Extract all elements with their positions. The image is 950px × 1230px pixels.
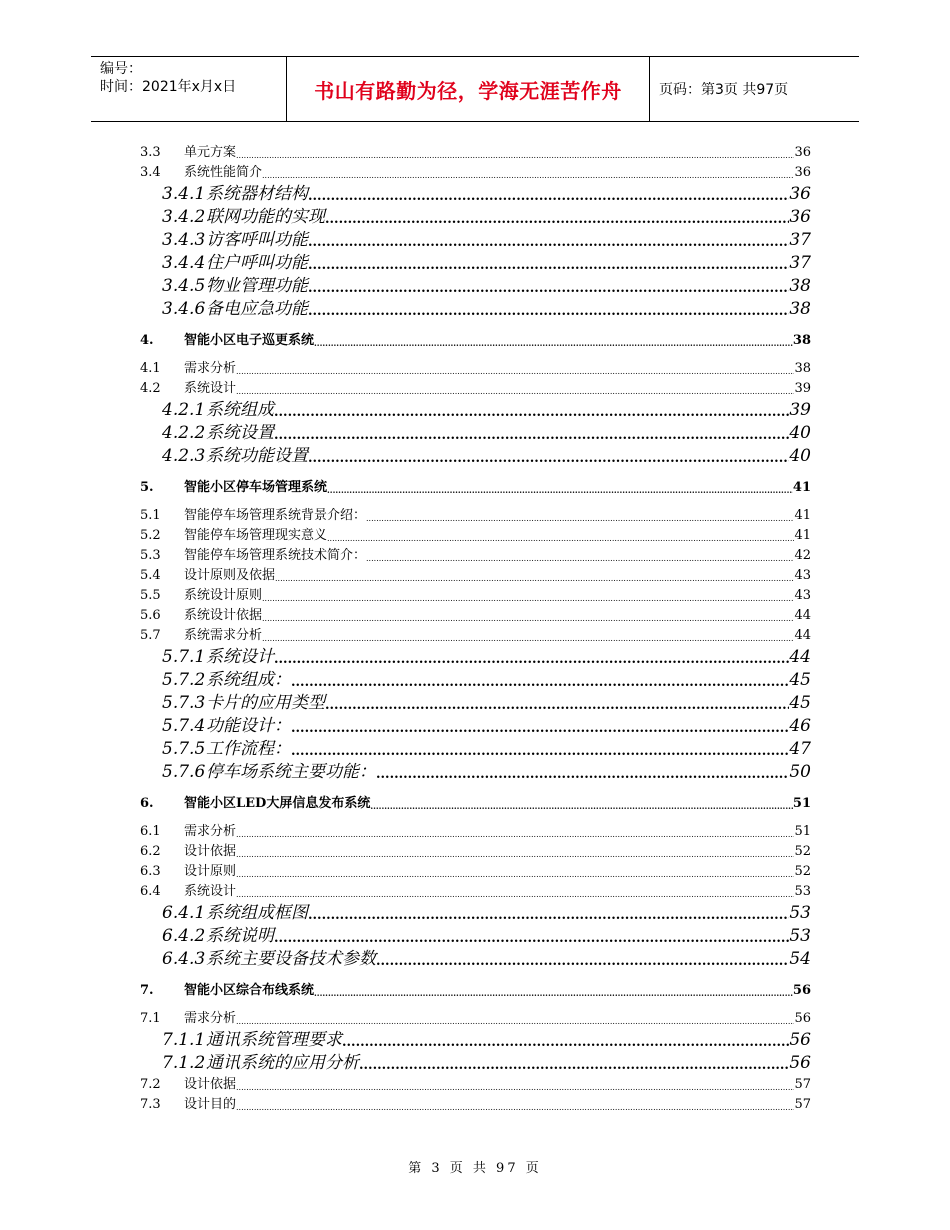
toc-entry-page: 45: [789, 670, 811, 690]
toc-entry-number: 6.4.3: [140, 948, 206, 971]
toc-entry-number: 6.4: [140, 882, 184, 902]
toc-entry-page: 36: [789, 207, 811, 227]
toc-entry-title: 访客呼叫功能: [206, 230, 308, 250]
toc-entry-page: 41: [793, 478, 811, 498]
toc-entry-title: 物业管理功能: [206, 276, 308, 296]
toc-entry-title: 需求分析: [184, 1009, 236, 1029]
toc-entry-title: 功能设计：: [206, 716, 291, 736]
toc-entry-title: 系统器材结构: [206, 184, 308, 204]
toc-entry[interactable]: [140, 163, 811, 183]
toc-entry-number: 5.7.6: [140, 761, 206, 784]
toc-entry[interactable]: [140, 206, 811, 229]
toc-entry-number: 5.: [140, 478, 184, 498]
header-motto-cell: [286, 57, 650, 121]
page-footer: [0, 1157, 950, 1176]
toc-entry[interactable]: [140, 399, 811, 422]
toc-dot-leader: [262, 631, 794, 646]
toc-dot-leader: [325, 696, 789, 715]
toc-dot-leader: [376, 765, 789, 784]
toc-entry-title: 系统组成：: [206, 670, 291, 690]
toc-entry-number: 6.2: [140, 842, 184, 862]
toc-dot-leader: [308, 302, 789, 321]
toc-entry-number: 6.3: [140, 862, 184, 882]
toc-entry-page: 36: [789, 184, 811, 204]
toc-entry-number: 5.1: [140, 506, 184, 526]
toc-entry-page: 44: [789, 647, 811, 667]
toc-entry-page: 53: [794, 882, 811, 902]
toc-entry[interactable]: [140, 379, 811, 399]
toc-entry-title: 设计原则: [184, 862, 236, 882]
toc-entry-number: 4.1: [140, 359, 184, 379]
toc-entry-number: 6.1: [140, 822, 184, 842]
toc-entry[interactable]: [140, 606, 811, 626]
toc-entry-title: 单元方案: [184, 143, 236, 163]
toc-entry-page: 36: [794, 143, 811, 163]
toc-dot-leader: [275, 571, 794, 586]
toc-dot-leader: [359, 1056, 789, 1075]
toc-entry-number: 5.7: [140, 626, 184, 646]
toc-entry-number: 5.3: [140, 546, 184, 566]
toc-entry-page: 42: [794, 546, 811, 566]
toc-entry-title: 备电应急功能: [206, 299, 308, 319]
toc-entry[interactable]: [140, 275, 811, 298]
toc-entry-title: 系统组成框图: [206, 903, 308, 923]
toc-entry-page: 51: [794, 822, 811, 842]
toc-entry-title: 停车场系统主要功能：: [206, 762, 376, 782]
toc-entry-page: 56: [789, 1053, 811, 1073]
toc-entry-page: 56: [793, 981, 811, 1001]
toc-entry[interactable]: [140, 646, 811, 669]
toc-entry[interactable]: [140, 882, 811, 902]
toc-entry[interactable]: [140, 229, 811, 252]
toc-entry-title: 卡片的应用类型: [206, 693, 325, 713]
toc-entry[interactable]: [140, 1095, 811, 1115]
toc-entry-number: 6.: [140, 794, 184, 814]
toc-entry-title: 系统性能简介: [184, 163, 262, 183]
toc-entry-title: 通讯系统管理要求: [206, 1030, 342, 1050]
toc-entry[interactable]: [140, 738, 811, 761]
toc-entry[interactable]: [140, 822, 811, 842]
document-header: [91, 56, 859, 122]
toc-entry-page: 38: [789, 276, 811, 296]
toc-entry-title: 智能小区综合布线系统: [184, 981, 314, 1001]
toc-entry-title: 智能停车场管理系统技术简介：: [184, 546, 366, 566]
toc-dot-leader: [314, 986, 793, 1001]
toc-dot-leader: [274, 650, 789, 669]
toc-entry-title: 智能小区LED大屏信息发布系统: [184, 794, 370, 814]
toc-entry-number: 7.1: [140, 1009, 184, 1029]
toc-dot-leader: [314, 336, 793, 351]
toc-entry-page: 54: [789, 949, 811, 969]
document-number-label: 编号：: [100, 61, 142, 77]
toc-entry-number: 7.1.2: [140, 1052, 206, 1075]
toc-dot-leader: [236, 364, 794, 379]
toc-dot-leader: [262, 168, 794, 183]
toc-entry-title: 智能小区电子巡更系统: [184, 331, 314, 351]
toc-entry-title: 设计目的: [184, 1095, 236, 1115]
toc-entry-title: 需求分析: [184, 822, 236, 842]
toc-entry[interactable]: [140, 445, 811, 468]
toc-dot-leader: [236, 1014, 794, 1029]
toc-entry-number: 4.2.2: [140, 422, 206, 445]
toc-dot-leader: [308, 256, 789, 275]
toc-dot-leader: [342, 1033, 789, 1052]
toc-entry-number: 4.2.3: [140, 445, 206, 468]
toc-entry-page: 53: [789, 926, 811, 946]
toc-entry[interactable]: [140, 794, 811, 814]
toc-entry-title: 系统功能设置: [206, 446, 308, 466]
toc-dot-leader: [291, 742, 789, 761]
toc-dot-leader: [262, 591, 794, 606]
toc-dot-leader: [308, 906, 789, 925]
toc-entry-page: 36: [794, 163, 811, 183]
toc-entry-page: 47: [789, 739, 811, 759]
toc-entry-number: 3.4.1: [140, 183, 206, 206]
toc-entry-number: 3.4.4: [140, 252, 206, 275]
toc-entry[interactable]: [140, 862, 811, 882]
toc-entry-page: 39: [794, 379, 811, 399]
toc-entry[interactable]: [140, 842, 811, 862]
toc-entry-page: 45: [789, 693, 811, 713]
toc-entry[interactable]: [140, 422, 811, 445]
toc-dot-leader: [236, 867, 794, 882]
toc-entry-title: 系统组成: [206, 400, 274, 420]
toc-entry-page: 41: [794, 506, 811, 526]
toc-entry[interactable]: [140, 1075, 811, 1095]
toc-entry[interactable]: [140, 925, 811, 948]
toc-dot-leader: [308, 233, 789, 252]
toc-entry-page: 38: [793, 331, 811, 351]
toc-entry[interactable]: [140, 715, 811, 738]
footer-page-number: 第 3 页 共 97 页: [408, 1161, 542, 1176]
toc-entry-number: 3.4: [140, 163, 184, 183]
toc-dot-leader: [366, 511, 794, 526]
toc-entry-number: 5.5: [140, 586, 184, 606]
toc-entry[interactable]: [140, 1009, 811, 1029]
toc-dot-leader: [325, 210, 789, 229]
toc-entry[interactable]: [140, 359, 811, 379]
toc-entry-page: 41: [794, 526, 811, 546]
toc-entry[interactable]: [140, 1052, 811, 1075]
toc-entry-page: 40: [789, 423, 811, 443]
toc-entry-title: 系统设计: [184, 379, 236, 399]
toc-entry-number: 3.4.6: [140, 298, 206, 321]
toc-dot-leader: [262, 611, 794, 626]
toc-entry[interactable]: [140, 506, 811, 526]
toc-entry[interactable]: [140, 566, 811, 586]
toc-entry[interactable]: [140, 183, 811, 206]
toc-entry-title: 通讯系统的应用分析: [206, 1053, 359, 1073]
toc-entry-number: 5.7.4: [140, 715, 206, 738]
toc-entry-page: 56: [794, 1009, 811, 1029]
toc-entry-page: 53: [789, 903, 811, 923]
toc-dot-leader: [274, 929, 789, 948]
toc-entry[interactable]: [140, 586, 811, 606]
toc-dot-leader: [376, 952, 789, 971]
toc-entry-number: 7.2: [140, 1075, 184, 1095]
toc-entry-page: 43: [794, 586, 811, 606]
toc-entry-number: 3.4.3: [140, 229, 206, 252]
toc-dot-leader: [291, 719, 789, 738]
toc-dot-leader: [274, 403, 789, 422]
toc-entry-page: 52: [794, 842, 811, 862]
toc-entry-title: 需求分析: [184, 359, 236, 379]
toc-dot-leader: [308, 187, 789, 206]
toc-entry-title: 设计依据: [184, 842, 236, 862]
toc-dot-leader: [236, 1100, 794, 1115]
toc-entry-number: 4.2.1: [140, 399, 206, 422]
toc-entry-page: 46: [789, 716, 811, 736]
toc-entry-title: 系统需求分析: [184, 626, 262, 646]
toc-entry-page: 50: [789, 762, 811, 782]
toc-entry[interactable]: [140, 948, 811, 971]
toc-entry-page: 44: [794, 626, 811, 646]
header-motto: 书山有路勤为径，学海无涯苦作舟: [314, 78, 622, 103]
toc-dot-leader: [327, 531, 794, 546]
toc-entry-page: 52: [794, 862, 811, 882]
toc-entry-number: 7.3: [140, 1095, 184, 1115]
toc-dot-leader: [236, 887, 794, 902]
toc-dot-leader: [308, 449, 789, 468]
toc-entry-page: 43: [794, 566, 811, 586]
toc-entry[interactable]: [140, 331, 811, 351]
toc-entry-page: 39: [789, 400, 811, 420]
toc-dot-leader: [236, 827, 794, 842]
toc-entry-page: 37: [789, 253, 811, 273]
document-time-label: 时间：2021年x月x日: [100, 79, 237, 95]
toc-dot-leader: [274, 426, 789, 445]
toc-entry-page: 57: [794, 1075, 811, 1095]
toc-entry-title: 系统设计: [184, 882, 236, 902]
toc-dot-leader: [236, 384, 794, 399]
toc-entry-title: 系统设计依据: [184, 606, 262, 626]
toc-entry[interactable]: [140, 626, 811, 646]
toc-entry-title: 智能小区停车场管理系统: [184, 478, 327, 498]
header-page-cell: [650, 57, 859, 121]
toc-dot-leader: [370, 799, 793, 814]
toc-entry[interactable]: [140, 761, 811, 784]
toc-entry-number: 4.: [140, 331, 184, 351]
toc-entry-title: 系统说明: [206, 926, 274, 946]
toc-entry-page: 44: [794, 606, 811, 626]
toc-entry[interactable]: [140, 546, 811, 566]
toc-entry-title: 工作流程：: [206, 739, 291, 759]
toc-entry-title: 设计原则及依据: [184, 566, 275, 586]
toc-entry-number: 3.4.5: [140, 275, 206, 298]
toc-entry-number: 3.4.2: [140, 206, 206, 229]
toc-entry-number: 5.4: [140, 566, 184, 586]
toc-entry[interactable]: [140, 1029, 811, 1052]
toc-entry-number: 5.7.5: [140, 738, 206, 761]
toc-entry[interactable]: [140, 692, 811, 715]
toc-entry-number: 5.2: [140, 526, 184, 546]
toc-entry-page: 37: [789, 230, 811, 250]
toc-entry[interactable]: [140, 143, 811, 163]
toc-entry[interactable]: [140, 669, 811, 692]
toc-dot-leader: [236, 1080, 794, 1095]
toc-entry-title: 智能停车场管理现实意义: [184, 526, 327, 546]
toc-entry-page: 38: [789, 299, 811, 319]
toc-entry-page: 40: [789, 446, 811, 466]
toc-entry-page: 38: [794, 359, 811, 379]
toc-entry-number: 6.4.2: [140, 925, 206, 948]
header-page-info: 页码：第3页 共97页: [659, 82, 789, 98]
toc-entry[interactable]: [140, 252, 811, 275]
toc-entry-page: 57: [794, 1095, 811, 1115]
toc-entry-number: 7.: [140, 981, 184, 1001]
toc-entry-title: 系统主要设备技术参数: [206, 949, 376, 969]
toc-entry-title: 系统设计原则: [184, 586, 262, 606]
toc-entry-title: 联网功能的实现: [206, 207, 325, 227]
toc-dot-leader: [366, 551, 794, 566]
toc-entry-number: 6.4.1: [140, 902, 206, 925]
toc-entry-title: 住户呼叫功能: [206, 253, 308, 273]
toc-entry-number: 3.3: [140, 143, 184, 163]
toc-entry-number: 5.7.3: [140, 692, 206, 715]
toc-entry[interactable]: [140, 298, 811, 321]
toc-entry-title: 设计依据: [184, 1075, 236, 1095]
toc-dot-leader: [236, 847, 794, 862]
toc-entry-page: 51: [793, 794, 811, 814]
toc-dot-leader: [291, 673, 789, 692]
toc-entry-page: 56: [789, 1030, 811, 1050]
toc-entry-number: 5.6: [140, 606, 184, 626]
toc-dot-leader: [327, 483, 793, 498]
header-left-cell: [91, 57, 286, 121]
toc-entry-number: 4.2: [140, 379, 184, 399]
toc-entry-title: 系统设计: [206, 647, 274, 667]
toc-dot-leader: [236, 148, 794, 163]
toc-entry-number: 5.7.2: [140, 669, 206, 692]
toc-entry[interactable]: [140, 526, 811, 546]
toc-entry-title: 系统设置: [206, 423, 274, 443]
toc-entry-number: 5.7.1: [140, 646, 206, 669]
toc-entry[interactable]: [140, 478, 811, 498]
toc-dot-leader: [308, 279, 789, 298]
toc-entry[interactable]: [140, 981, 811, 1001]
toc-entry[interactable]: [140, 902, 811, 925]
toc-entry-title: 智能停车场管理系统背景介绍：: [184, 506, 366, 526]
toc-entry-number: 7.1.1: [140, 1029, 206, 1052]
